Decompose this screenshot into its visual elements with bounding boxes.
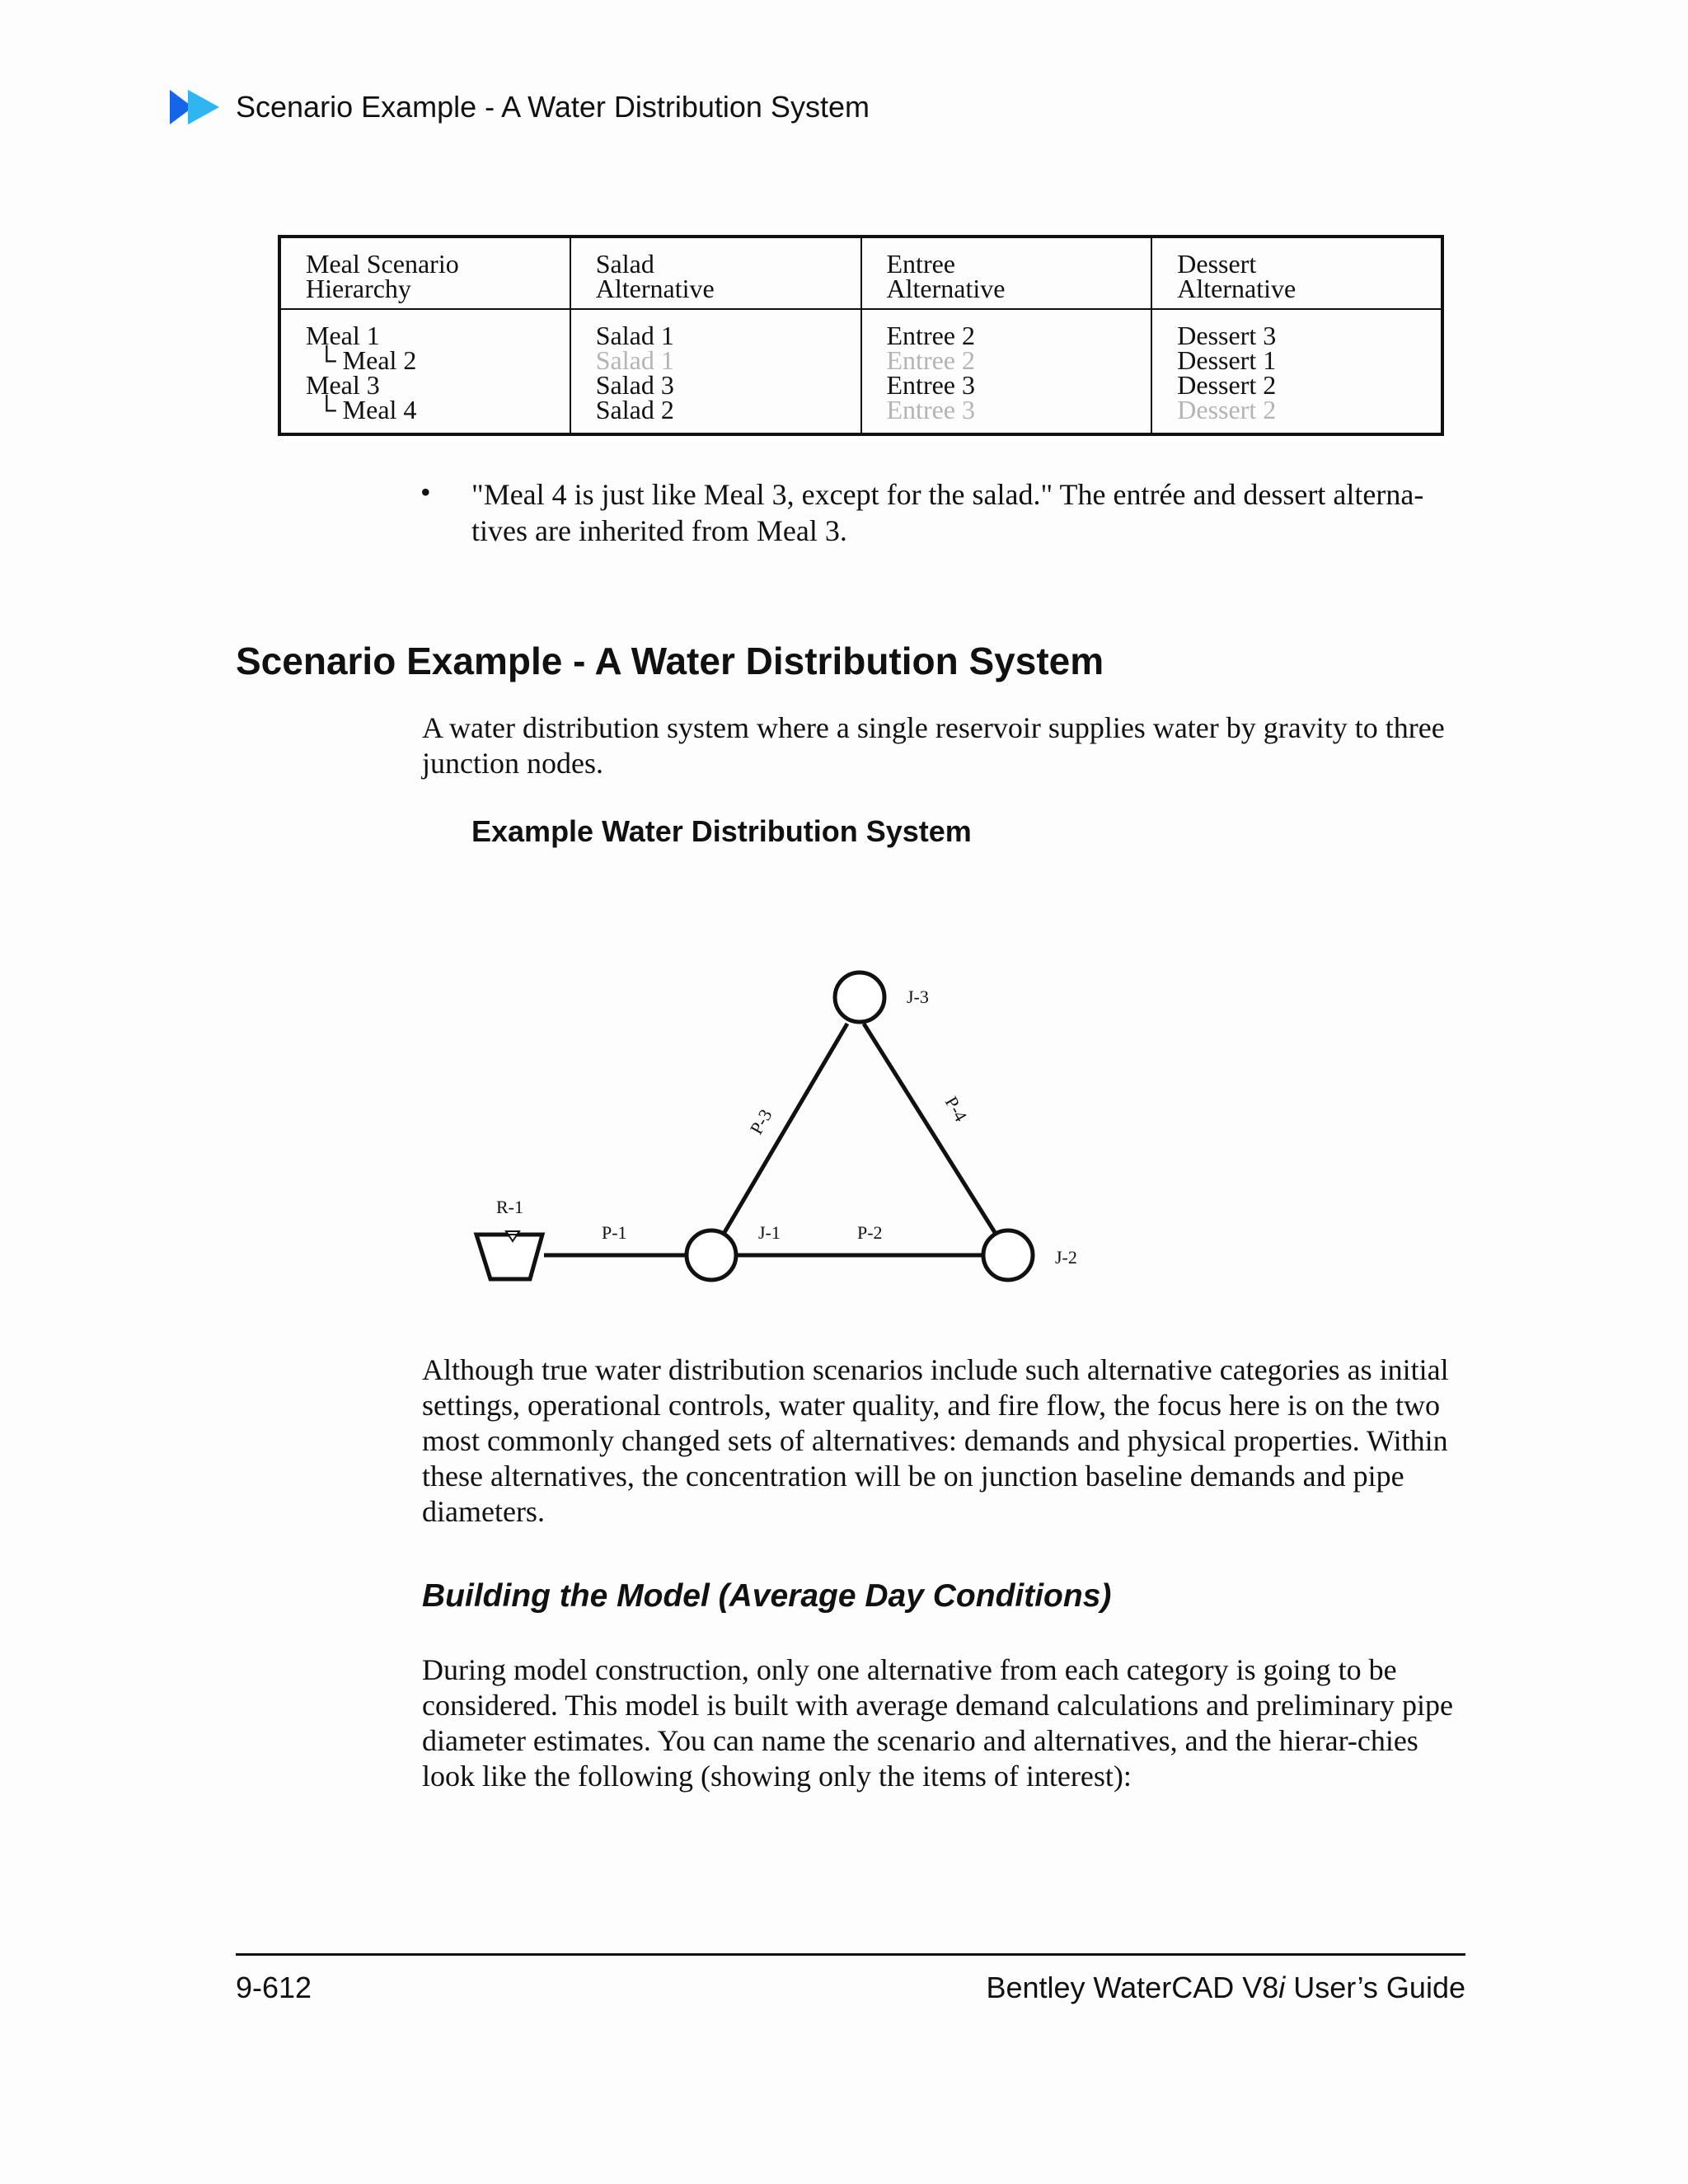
salad-item-inherited: Salad 1	[595, 345, 674, 375]
hierarchy-item: Meal 3	[306, 370, 380, 400]
hierarchy-item: └ Meal 4	[317, 395, 417, 424]
guide-title: Bentley WaterCAD V8i User’s Guide	[986, 1971, 1465, 2004]
salad-item: Salad 3	[595, 370, 674, 400]
body-paragraph: During model construction, only one alternative from each category is going to be considered. This model is built with average demand calculations and preliminary pipe diameter estimates. You can name the scenario and alternatives, and the hierar-chies look like the following (showing only the items of interest):	[422, 1653, 1453, 1793]
entree-item: Entree 2	[886, 321, 975, 350]
label-p1: P-1	[602, 1222, 627, 1243]
label-p2: P-2	[857, 1222, 883, 1243]
network-diagram	[462, 956, 1104, 1302]
header-cell	[1151, 237, 1442, 309]
dessert-item-inherited: Dessert 2	[1177, 395, 1277, 424]
salad-item: Salad 2	[595, 395, 674, 424]
label-p3: P-3	[745, 1105, 776, 1138]
entree-item-inherited: Entree 2	[886, 345, 975, 375]
page-number: 9-612	[236, 1971, 312, 2004]
intro-paragraph: A water distribution system where a single reservoir supplies water by gravity to three junction nodes.	[422, 711, 1445, 780]
body-paragraph: Although true water distribution scenarios include such alternative categories as initial settings, operational controls, water quality, and fire flow, the focus here is on the two most commonly changed sets of alternatives: demands and physical properties. Within these alternatives, the concentration will be on junction baseline demands and pipe diameters.	[422, 1353, 1449, 1528]
junction-j3	[835, 972, 884, 1022]
bullet-marker: •	[420, 476, 431, 509]
dessert-cell	[1151, 309, 1442, 434]
bullet-text: "Meal 4 is just like Meal 3, except for the salad." The entrée and dessert alterna-tives are inherited from Meal 3.	[471, 478, 1424, 547]
footer-rule	[236, 1953, 1465, 1956]
pipe-p3	[724, 1024, 847, 1234]
running-header	[170, 89, 870, 125]
header-cell	[279, 237, 570, 309]
label-j1: J-1	[758, 1222, 781, 1243]
label-j2: J-2	[1055, 1247, 1077, 1268]
header-line: Alternative	[886, 274, 1006, 303]
subsection-title: Building the Model (Average Day Conditions)	[422, 1578, 1112, 1614]
dessert-item: Dessert 2	[1177, 370, 1277, 400]
junction-j2	[983, 1230, 1033, 1280]
header-line: Dessert	[1177, 249, 1257, 279]
header-line: Alternative	[595, 274, 715, 303]
dessert-item: Dessert 3	[1177, 321, 1277, 350]
hierarchy-item: Meal 1	[306, 321, 380, 350]
pipe-p4	[864, 1024, 996, 1234]
header-line: Alternative	[1177, 274, 1296, 303]
header-line: Entree	[886, 249, 955, 279]
double-arrow-icon	[170, 90, 221, 124]
section-title: Scenario Example - A Water Distribution System	[236, 640, 1104, 682]
reservoir-icon	[470, 1231, 542, 1279]
dessert-item: Dessert 1	[1177, 345, 1277, 375]
figure-caption: Example Water Distribution System	[471, 814, 972, 848]
label-r1: R-1	[496, 1197, 523, 1217]
label-j3: J-3	[907, 987, 929, 1007]
header-line: Meal Scenario	[306, 249, 459, 279]
table-header-row	[279, 237, 1442, 309]
entree-item-inherited: Entree 3	[886, 395, 975, 424]
header-cell	[861, 237, 1152, 309]
meal-scenario-table	[278, 235, 1444, 436]
header-line: Salad	[595, 249, 654, 279]
entree-item: Entree 3	[886, 370, 975, 400]
label-p4: P-4	[940, 1093, 972, 1125]
table-body-row	[279, 309, 1442, 434]
hierarchy-item: └ Meal 2	[317, 345, 417, 375]
junction-j1	[687, 1230, 736, 1280]
salad-cell	[570, 309, 861, 434]
running-title: Scenario Example - A Water Distribution System	[236, 90, 870, 124]
salad-item: Salad 1	[595, 321, 674, 350]
header-line: Hierarchy	[306, 274, 411, 303]
hierarchy-cell	[279, 309, 570, 434]
header-cell	[570, 237, 861, 309]
entree-cell	[861, 309, 1152, 434]
